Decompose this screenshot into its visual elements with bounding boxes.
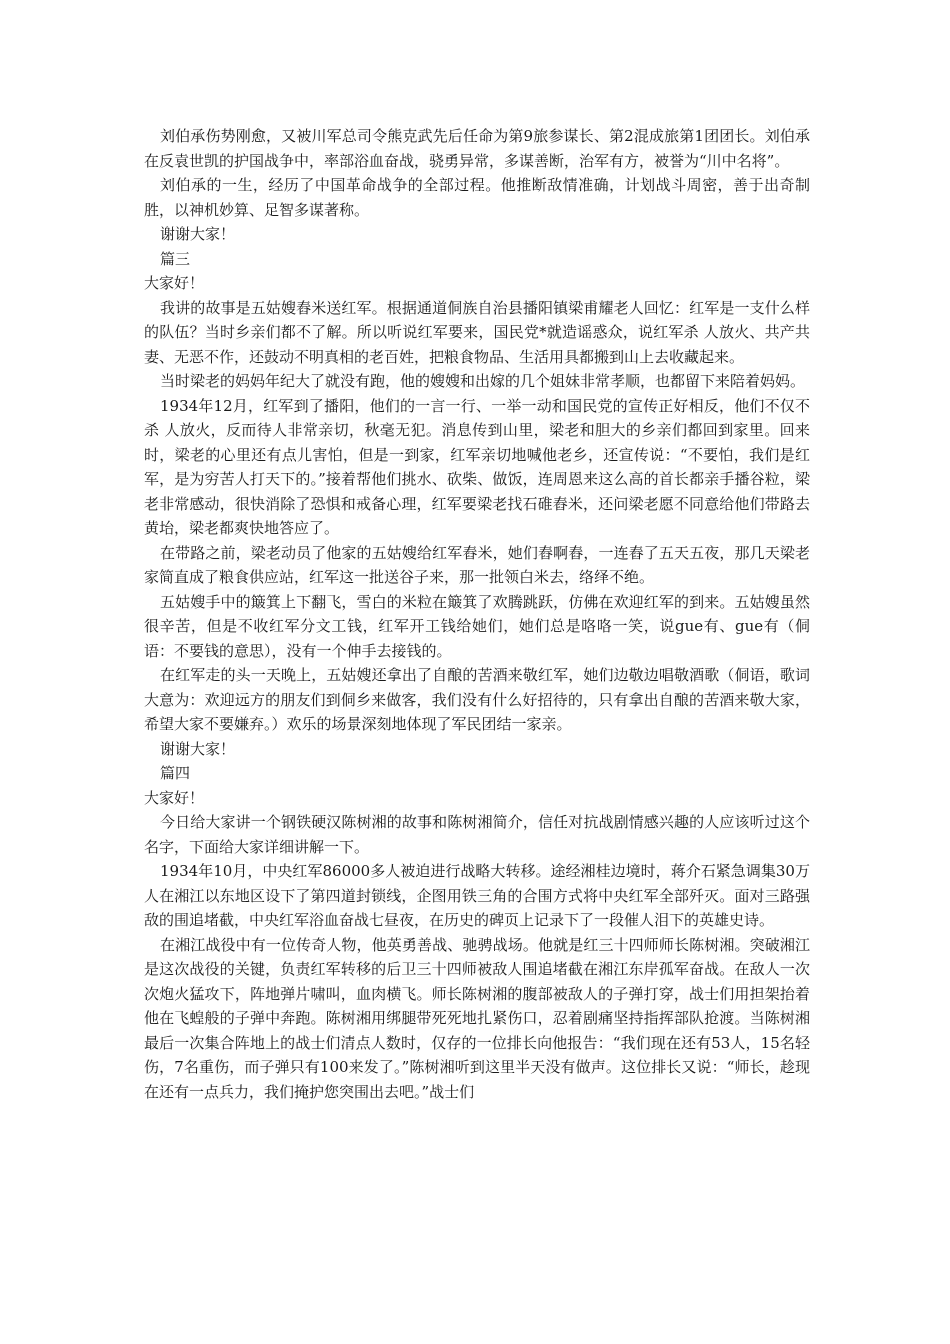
paragraph-3: 我讲的故事是五姑嫂舂米送红军。根据通道侗族自治县播阳镇梁甫耀老人回忆：红军是一支什么样的队伍？当时乡亲们都不了解。所以听说红军要来，国民党*就造谣惑众，说红军杀 人放火、共产共妻、无恶不作，还鼓动不明真相的老百姓，把粮食物品、生活用具都搬到山上去收藏起来。 — [144, 298, 810, 366]
greeting-4: 大家好！ — [144, 788, 205, 807]
section-heading-4: 篇四 — [160, 764, 191, 782]
paragraph-2: 刘伯承的一生，经历了中国革命战争的全部过程。他推断敌情准确，计划战斗周密，善于出奇制胜，以神机妙算、足智多谋著称。 — [144, 176, 810, 219]
paragraph-5: 1934年12月，红军到了播阳，他们的一言一行、一举一动和国民党的宣传正好相反，他们不仅不杀 人放火，反而待人非常亲切，秋毫无犯。消息传到山里，梁老和胆大的乡亲们都回到家里。回来时，梁老的心里还有点儿害怕，但是一到家，红军亲切地喊他老乡，还宣传说：“不要怕，我们是红军，是为穷苦人打天下的。”接着帮他们挑水、砍柴、做饭，连周恩来这么高的首长都亲手播谷粒，梁老非常感动，很快消除了恐惧和戒备心理，红军要梁老找石碓舂米，还问梁老愿不同意给他们带路去黄坮，梁老都爽快地答应了。 — [144, 396, 810, 537]
closing-thanks-1: 谢谢大家！ — [160, 225, 236, 243]
paragraph-11: 在湘江战役中有一位传奇人物，他英勇善战、驰骋战场。他就是红三十四师师长陈树湘。突破湘江是这次战役的关键，负责红军转移的后卫三十四师被敌人围追堵截在湘江东岸孤军奋战。在敌人一次次炮火猛攻下，阵地弹片啸叫，血肉横飞。师长陈树湘的腹部被敌人的子弹打穿，战士们用担架抬着他在飞蝗般的子弹中奔跑。陈树湘用绑腿带死死地扎紧伤口，忍着剧痛坚持指挥部队抢渡。当陈树湘最后一次集合阵地上的战士们清点人数时，仅存的一位排长向他报告：“我们现在还有53人，15名轻伤，7名重伤，而子弹只有100来发了。”陈树湘听到这里半天没有做声。这位排长又说：“师长，趁现在还有一点兵力，我们掩护您突围出去吧。”战士们 — [144, 935, 810, 1101]
greeting-3: 大家好！ — [144, 274, 205, 292]
paragraph-9: 今日给大家讲一个钢铁硬汉陈树湘的故事和陈树湘简介，信任对抗战剧情感兴趣的人应该听过这个名字，下面给大家详细讲解一下。 — [144, 813, 810, 856]
closing-thanks-2: 谢谢大家！ — [160, 739, 236, 758]
paragraph-4: 当时梁老的妈妈年纪大了就没有跑，他的嫂嫂和出嫁的几个姐妹非常孝顺，也都留下来陪着妈妈。 — [160, 372, 806, 390]
paragraph-8: 在红军走的头一天晚上，五姑嫂还拿出了自酿的苦酒来敬红军，她们边敬边唱敬酒歌（侗语，歌词大意为：欢迎远方的朋友们到侗乡来做客，我们没有什么好招待的，只有拿出自酿的苦酒来敬大家，希望大家不要嫌弃。）欢乐的场景深刻地体现了军民团结一家亲。 — [144, 666, 810, 733]
document-page — [144, 124, 810, 1104]
paragraph-10: 1934年10月，中央红军86000多人被迫进行战略大转移。途经湘桂边境时，蒋介石紧急调集30万人在湘江以东地区设下了第四道封锁线，企图用铁三角的合围方式将中央红军全部歼灭。面对三路强敌的围追堵截，中央红军浴血奋战七昼夜，在历史的碑页上记录下了一段催人泪下的英雄史诗。 — [144, 862, 810, 929]
paragraph-7: 五姑嫂手中的簸箕上下翻飞，雪白的米粒在簸箕了欢腾跳跃，仿佛在欢迎红军的到来。五姑嫂虽然很辛苦，但是不收红军分文工钱，红军开工钱给她们，她们总是咯咯一笑，说gue有、gue有（侗语：不要钱的意思），没有一个伸手去接钱的。 — [144, 592, 810, 660]
section-heading-3: 篇三 — [160, 249, 191, 268]
paragraph-6: 在带路之前，梁老动员了他家的五姑嫂给红军舂米，她们舂啊舂，一连舂了五天五夜，那几天梁老家简直成了粮食供应站，红军这一批送谷子来，那一批领白米去，络绎不绝。 — [144, 543, 810, 586]
paragraph-1: 刘伯承伤势刚愈，又被川军总司令熊克武先后任命为第9旅参谋长、第2混成旅第1团团长。刘伯承在反袁世凯的护国战争中，率部浴血奋战，骁勇异常，多谋善断，治军有方，被誉为“川中名将”。 — [144, 127, 810, 170]
